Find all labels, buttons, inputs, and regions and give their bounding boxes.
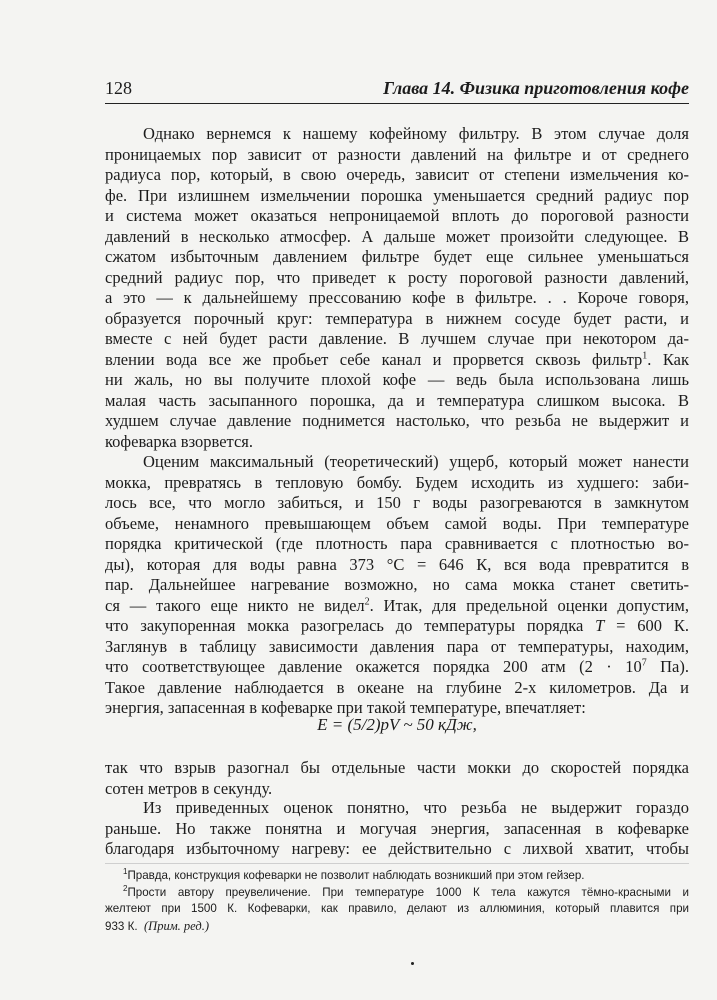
footnote-2-line: желтеют при 1500 К. Кофеварки, как правило, делают из аллюминия, который плавится при (105, 902, 689, 915)
text-line: пар. Дальнейшее нагревание возможно, но сама мокка станет светить- (105, 575, 689, 594)
footnote-ref-1: 1 (642, 350, 648, 361)
text-line: раньше. Но также понятна и могучая энергия, запасенная в кофеварке (105, 818, 689, 838)
text-line: и система может оказаться непроницаемой вплоть до пороговой разности (105, 206, 689, 225)
text-line: ни жаль, но вы получите плохой кофе — ведь была использована лишь (105, 370, 689, 389)
text-line: что соответствующее давление окажется порядка 200 атм ($2 \cdot 10^7$ Па). (105, 657, 689, 676)
text-line: кофеварка взорвется. (105, 431, 253, 451)
exponent: 7 (641, 657, 647, 669)
text-line: энергия, запасенная в кофеварке при такой температуре, впечатляет: (105, 698, 586, 717)
text-line: ся — такого еще никто не видел$^2$. Итак, для предельной оценки допустим, (105, 595, 690, 615)
text-line: Заглянув в таблицу зависимости давления пара от температуры, находим, (105, 636, 689, 656)
variable-T: T (595, 616, 605, 635)
text-line: Из приведенных оценок понятно, что резьба не выдержит гораздо (143, 798, 689, 817)
text-line: проницаемых пор зависит от разности давлений на фильтре и от среднего (105, 144, 689, 164)
text-line: ды), которая для воды равна 373 °С = 646 К, вся вода превратится в (105, 554, 689, 574)
text-line: лось все, что могло забиться, и 150 г воды разогреваются в замкнутом (105, 493, 689, 512)
text-line: мокка, превратясь в тепловую бомбу. Будем исходить из худшего: заби- (105, 472, 689, 492)
editor-note: (Прим. ред.) (144, 918, 210, 933)
text-line: сотен метров в секунду. (105, 778, 273, 798)
footnote-2-line: 933 К. (Прим. ред.) (105, 918, 210, 933)
text-line: а это — к дальнейшему прессованию кофе в фильтре. . . Короче говоря, (105, 288, 689, 307)
footnote-1: $^1$Правда, конструкция кофеварки не позволит наблюдать возникший при этом гейзер. (123, 867, 585, 882)
text-line: малая часть засыпанного порошка, да и температура слишком высока. В (105, 390, 689, 410)
text-line: объеме, ненамного превышающем объем самой воды. При температуре (105, 513, 689, 533)
header-rule (105, 103, 689, 104)
footnote-2: $^2$Прости автору преувеличение. При температуре 1000 К тела кажутся тёмно-красными и (123, 883, 689, 899)
main-text (105, 124, 689, 719)
footnotes (105, 868, 689, 934)
text-line: что закупоренная мокка разогрелась до температуры порядка T = 600 К. (105, 616, 689, 635)
page-number: 128 (105, 78, 132, 98)
footnote-ref-2: 2 (364, 596, 370, 607)
page-header (105, 77, 689, 101)
text-line: давлений в несколько атмосфер. А дальше может произойти следующее. В (105, 226, 689, 246)
text-line: Такое давление наблюдается в океане на глубине 2-х километров. Да и (105, 677, 689, 697)
text-line: Оценим максимальный (теоретический) ущерб, который может нанести (143, 452, 689, 471)
text-line: Однако вернемся к нашему кофейному фильтру. В этом случае доля (143, 124, 689, 143)
main-text-continued (105, 758, 689, 799)
text-line: благодаря избыточному нагреву: ее действительно с лихвой хватит, чтобы (105, 839, 689, 858)
text-line: радиуса пор, который, в свою очередь, зависит от степени измельчения ко- (105, 165, 689, 184)
text-line: так что взрыв разогнал бы отдельные части мокки до скоростей порядка (105, 758, 689, 777)
text-line: влении вода все же пробьет себе канал и прорвется сквозь фильтр$^1$. Как (105, 349, 689, 369)
text-line: фе. При излишнем измельчении порошка уменьшается средний радиус пор (105, 185, 689, 205)
text-line: средний радиус пор, что приведет к росту пороговой разности давлений, (105, 267, 689, 287)
text-line: порядка критической (где плотность пара сравнивается с плотностью во- (105, 534, 689, 553)
text-line: образуется порочный круг: температура в нижнем сосуде будет расти, и (105, 308, 689, 328)
energy-formula: E = (5/2)pV ~ 50 кДж, (317, 715, 477, 734)
text-line: сжатом избыточным давлением фильтре будет еще сильнее уменьшаться (105, 247, 689, 266)
running-title: Глава 14. Физика приготовления кофе (383, 78, 689, 98)
footnote-rule (105, 863, 689, 864)
text-line: вместе с ней будет расти давление. В лучшем случае при некотором да- (105, 329, 689, 348)
main-text-final (105, 798, 689, 860)
text-line: худшем случае давление поднимется настолько, что резьба не выдержит и (105, 411, 689, 430)
print-speck (411, 962, 414, 965)
